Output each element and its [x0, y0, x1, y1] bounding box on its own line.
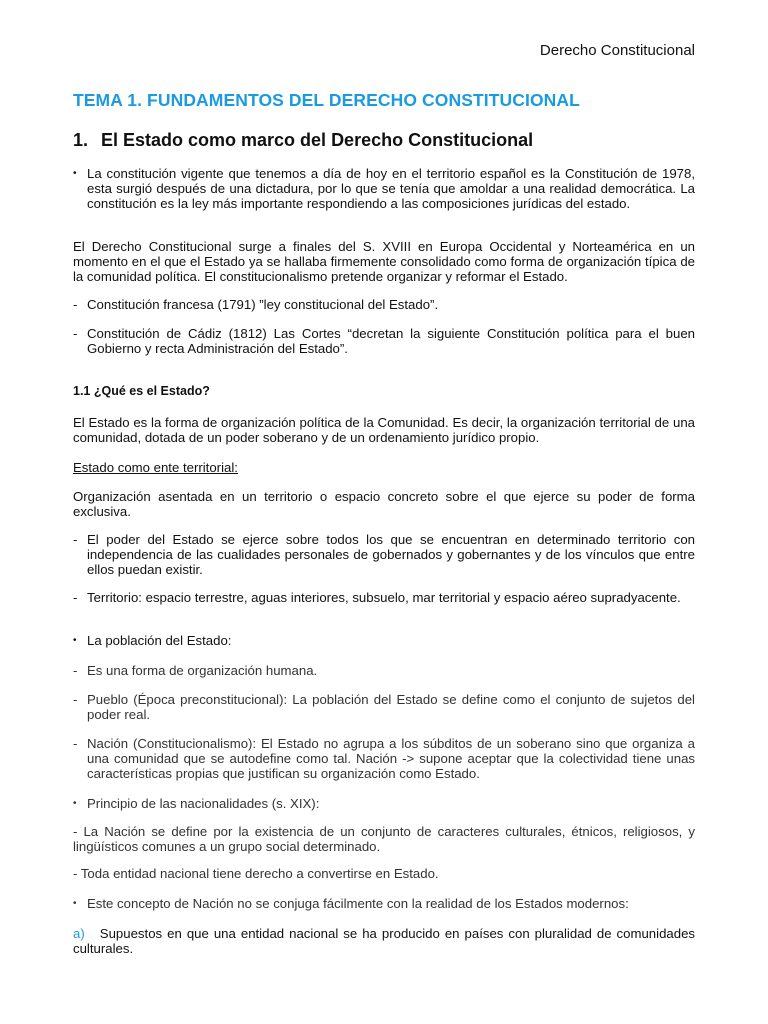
paragraph-text: Supuestos en que una entidad nacional se ha producido en países con pluralidad de comunidades culturales.: [73, 926, 696, 956]
dash-item: [73, 297, 695, 312]
paragraph-text: Constitución de Cádiz (1812) Las Cortes “decretan la siguiente Constitución política para el buen Gobierno y recta Administración del Estado”.: [87, 326, 695, 356]
underlined-heading: Estado como ente territorial:: [73, 460, 238, 475]
paragraph-text: Constitución francesa (1791) ”ley constitucional del Estado”.: [87, 297, 439, 312]
paragraph: - Toda entidad nacional tiene derecho a convertirse en Estado.: [73, 866, 439, 881]
bullet-icon: •: [73, 798, 77, 809]
dash-icon: -: [73, 297, 78, 312]
dash-item: [73, 692, 695, 722]
dash-icon: -: [73, 590, 78, 605]
dash-icon: -: [73, 532, 78, 547]
section-number: 1.: [73, 130, 89, 150]
paragraph: - La Nación se define por la existencia de un conjunto de caracteres culturales, étnicos, religiosos, y lingüísticos comunes a un grupo social determinado.: [73, 824, 695, 854]
bullet-icon: •: [73, 635, 77, 646]
dash-item: [73, 532, 695, 577]
bullet-icon: •: [73, 898, 77, 909]
dash-icon: -: [73, 326, 78, 341]
dash-icon: -: [73, 663, 78, 678]
paragraph-text: El poder del Estado se ejerce sobre todos los que se encuentran en determinado territorio con independencia de las cualidades personales de gobernados y gobernantes y de los vínculos que entre ellos puedan existir.: [87, 532, 695, 577]
bullet-item: [73, 796, 695, 811]
paragraph-text: Territorio: espacio terrestre, aguas interiores, subsuelo, mar territorial y espacio aéreo supradyacente.: [87, 590, 681, 605]
dash-icon: -: [73, 736, 78, 751]
dash-item: [73, 736, 695, 781]
chapter-title: TEMA 1. FUNDAMENTOS DEL DERECHO CONSTITUCIONAL: [73, 90, 580, 110]
paragraph-text: Pueblo (Época preconstitucional): La población del Estado se define como el conjunto de sujetos del poder real.: [87, 692, 695, 722]
paragraph-text: Nación (Constitucionalismo): El Estado no agrupa a los súbditos de un soberano sino que organiza a una comunidad que se autodefine como tal. Nación -> supone aceptar que la colectividad tiene unas características propias que justifican su organización como Estado.: [87, 736, 695, 781]
subsection-heading: 1.1 ¿Qué es el Estado?: [73, 384, 210, 398]
bullet-icon: •: [73, 168, 77, 179]
dash-item: [73, 590, 695, 605]
paragraph: Organización asentada en un territorio o espacio concreto sobre el que ejerce su poder de forma exclusiva.: [73, 489, 695, 519]
section-title: El Estado como marco del Derecho Constitucional: [101, 130, 534, 150]
lettered-item: [73, 926, 695, 956]
item-letter: a): [73, 926, 85, 941]
paragraph-text: Es una forma de organización humana.: [87, 663, 318, 678]
bullet-item: [73, 166, 695, 211]
dash-item: [73, 663, 695, 678]
paragraph-text: Principio de las nacionalidades (s. XIX):: [87, 796, 320, 811]
paragraph-text: Este concepto de Nación no se conjuga fácilmente con la realidad de los Estados modernos:: [87, 896, 629, 911]
paragraph: El Estado es la forma de organización política de la Comunidad. Es decir, la organización territorial de una comunidad, dotada de un poder soberano y de un ordenamiento jurídico propio.: [73, 415, 695, 445]
dash-item: [73, 326, 695, 356]
bullet-item: [73, 896, 695, 911]
section-heading: [73, 130, 533, 151]
paragraph-text: La constitución vigente que tenemos a día de hoy en el territorio español es la Constitución de 1978, esta surgió después de una dictadura, por lo que se tenía que amoldar a una realidad democrática. La constitución es la ley más importante respondiendo a las composiciones jurídicas del estado.: [87, 166, 695, 211]
paragraph: El Derecho Constitucional surge a finales del S. XVIII en Europa Occidental y Norteamérica en un momento en el que el Estado ya se hallaba firmemente consolidado como forma de organización típica de la comunidad política. El constitucionalismo pretende organizar y reformar el Estado.: [73, 239, 695, 284]
paragraph-text: La población del Estado:: [87, 633, 232, 648]
dash-icon: -: [73, 692, 78, 707]
running-header: Derecho Constitucional: [539, 42, 695, 59]
bullet-item: [73, 633, 695, 648]
